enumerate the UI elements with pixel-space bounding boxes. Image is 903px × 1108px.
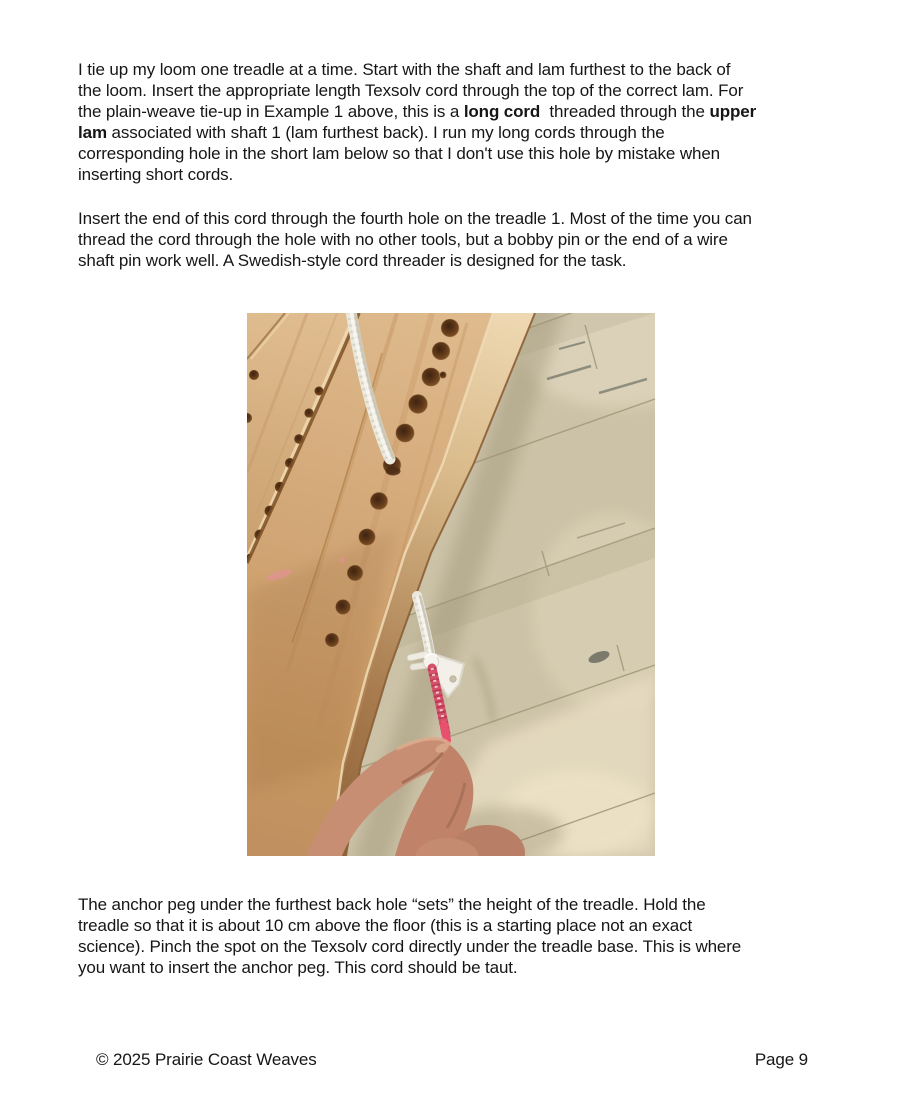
text-line bbox=[78, 250, 838, 271]
text-segment: associated with shaft 1 (lam furthest back). I run my long cords through the bbox=[106, 123, 665, 142]
text-segment: treadle so that it is about 10 cm above the floor (this is a starting place not an exact bbox=[78, 916, 693, 935]
text-segment: science). Pinch the spot on the Texsolv cord directly under the treadle base. This is where bbox=[78, 937, 742, 956]
text-segment: corresponding hole in the short lam below so that I don't use this hole by mistake when bbox=[78, 144, 721, 163]
text-segment: Insert the end of this cord through the fourth hole on the treadle 1. Most of the time you can bbox=[78, 209, 752, 228]
bold-term-upper-lam: upper bbox=[709, 102, 757, 121]
text-line bbox=[78, 80, 838, 101]
footer-copyright: © 2025 Prairie Coast Weaves bbox=[96, 1050, 317, 1069]
loom-treadle-photo bbox=[247, 313, 655, 856]
text-line bbox=[78, 59, 838, 80]
bold-term-upper-lam: lam bbox=[78, 123, 107, 142]
text-line bbox=[78, 164, 838, 185]
text-line bbox=[78, 229, 838, 250]
text-line bbox=[78, 894, 838, 915]
paragraph-3 bbox=[78, 894, 838, 978]
text-segment: the loom. Insert the appropriate length Texsolv cord through the top of the correct lam. For bbox=[78, 81, 744, 100]
text-line bbox=[78, 143, 838, 164]
text-segment: The anchor peg under the furthest back hole “sets” the height of the treadle. Hold the bbox=[78, 895, 706, 914]
text-segment: I tie up my loom one treadle at a time. Start with the shaft and lam furthest to the back of bbox=[78, 60, 731, 79]
text-line bbox=[78, 936, 838, 957]
paragraph-1 bbox=[78, 59, 838, 185]
text-segment: shaft pin work well. A Swedish-style cord threader is designed for the task. bbox=[78, 251, 627, 270]
loom-photo-illustration bbox=[247, 313, 655, 856]
text-segment: thread the cord through the hole with no other tools, but a bobby pin or the end of a wire bbox=[78, 230, 728, 249]
paragraph-2 bbox=[78, 208, 838, 271]
bold-term-long-cord: long cord bbox=[463, 102, 541, 121]
text-line bbox=[78, 957, 838, 978]
footer-page-number: Page 9 bbox=[754, 1050, 808, 1069]
text-segment: the plain-weave tie-up in Example 1 above, this is a bbox=[78, 102, 464, 121]
text-line bbox=[78, 915, 838, 936]
text-segment: threaded through the bbox=[540, 102, 710, 121]
text-segment: inserting short cords. bbox=[78, 165, 234, 184]
text-segment: you want to insert the anchor peg. This cord should be taut. bbox=[78, 958, 518, 977]
text-line bbox=[78, 208, 838, 229]
text-line bbox=[78, 101, 838, 122]
text-line bbox=[78, 122, 838, 143]
